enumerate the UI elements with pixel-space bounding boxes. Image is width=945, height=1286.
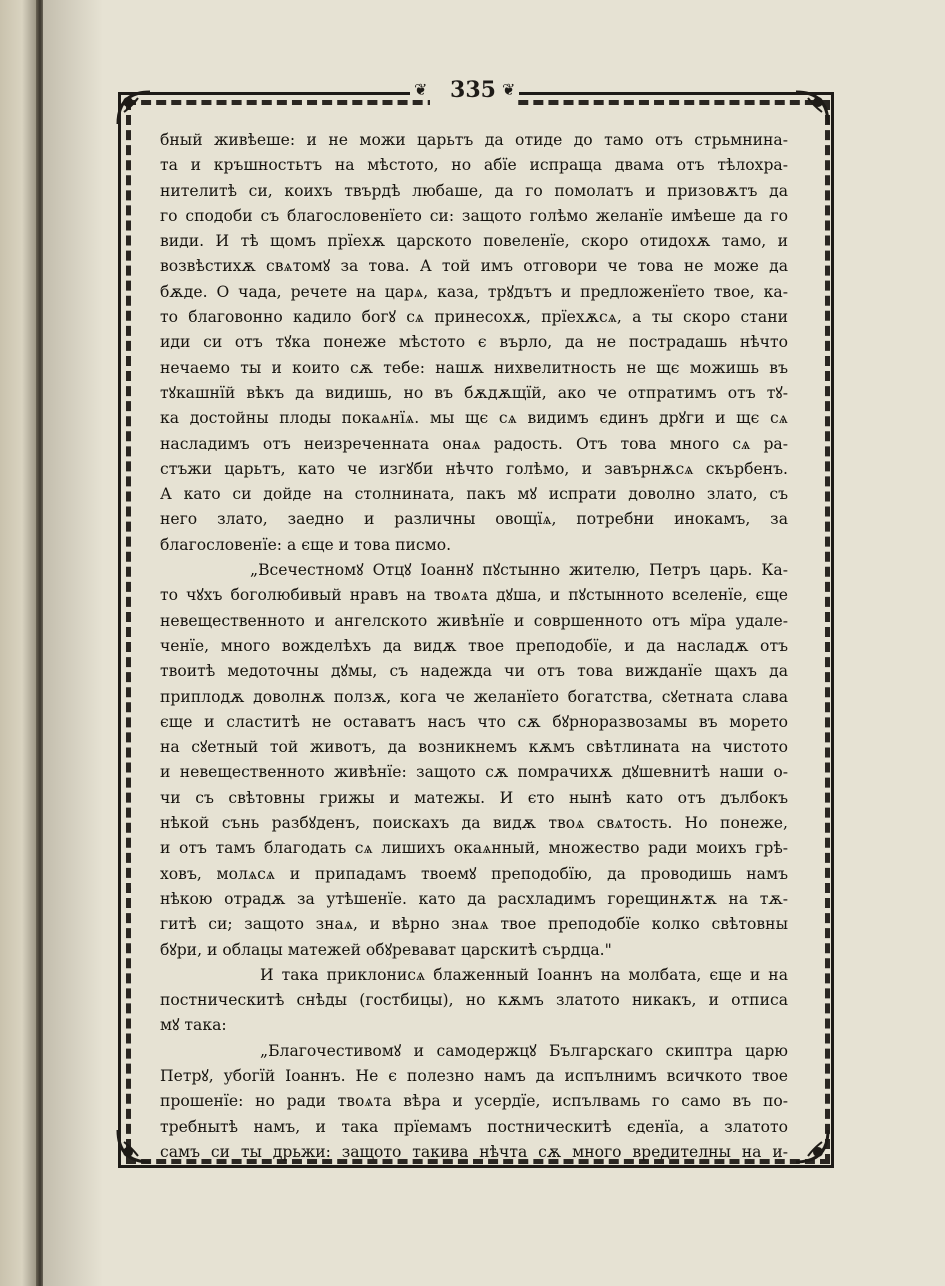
text-line: стъжи царьтъ, като че изгꙋби нѣчто голѣмо, и завърнѫсѧ скърбенъ. — [160, 459, 788, 478]
text-line: прошенїе: но ради твоѧта вѣра и усердїе, испълвамь го само въ по- — [160, 1092, 788, 1111]
text-line: и отъ тамъ благодать сѧ лишихъ окаѧнный, множество ради моихъ грѣ- — [160, 839, 788, 858]
text-line: то чꙋхъ боголюбивый нравъ на твоѧта дꙋша, и пꙋстынното вселенїе, єще — [160, 586, 788, 605]
text-line: нѣкой сънь разбꙋденъ, поискахъ да видѫ твоѧ свѧтость. Но понеже, — [160, 814, 788, 833]
text-line: ховъ, молѧсѧ и припадамъ твоемꙋ преподобїю, да проводишь намъ — [160, 864, 788, 883]
text-line: чи съ свѣтовны грижы и матежы. И єто нынѣ като отъ дълбокъ — [160, 788, 788, 807]
text-line: ка достойны плоды покаѧнїѧ. мы щє сѧ видимъ єдинъ дрꙋги и щє сѧ — [160, 409, 788, 428]
text-line: благословенїе: а єще и това писмо. — [160, 535, 452, 554]
text-line: Петрꙋ, убогїй Іоаннъ. Не є полезно намъ да испълнимъ всичкото твое — [160, 1066, 788, 1085]
text-line: на сꙋетный той животъ, да возникнемъ кѫмъ свѣтлината на чистото — [160, 738, 788, 757]
text-line: „Благочестивомꙋ и самодержцꙋ Българскаго скиптра царю — [260, 1041, 788, 1060]
text-line: насладимъ отъ неизреченната онаѧ радость. Отъ това много сѧ ра- — [160, 434, 788, 453]
text-line: ченїе, много вожделѣхъ да видѫ твое преподобїе, и да насладѫ отъ — [160, 636, 788, 655]
text-line: постническитѣ снѣды (гостбицы), но кѫмъ златото никакъ, и отписа — [160, 991, 788, 1010]
corner-ornament-bottom-left — [114, 1126, 154, 1166]
body-text — [160, 128, 788, 1165]
page-number: 335 — [430, 74, 516, 106]
text-line: требнытѣ намъ, и така прїемамъ постническитѣ єденїа, а златото — [160, 1117, 788, 1136]
header-ornament-right: ❦ — [498, 80, 519, 99]
header-ornament-left: ❦ — [410, 80, 431, 99]
text-line: єще и сластитѣ не оставатъ насъ что сѫ бꙋрноразвозамы въ морето — [160, 712, 788, 731]
text-line: го сподоби съ благословенїето си: защото голѣмо желанїе имѣеше да го — [160, 206, 788, 225]
text-line: приплодѫ доволнѫ ползѫ, кога че желанїето богатства, сꙋетната слава — [160, 687, 788, 706]
page-shadow — [43, 0, 103, 1286]
corner-ornament-top-left — [114, 88, 154, 128]
text-line: самъ си ты дрьжи: защото такива нѣчта сѫ много вредителны на и- — [160, 1142, 788, 1161]
text-line: бный живѣеше: и не можи царьтъ да отиде до тамо отъ стрьмнина- — [160, 131, 788, 149]
text-line: мꙋ така: — [160, 1016, 227, 1035]
text-line: то благовонно кадило богꙋ сѧ принесохѫ, прїехѫсѧ, а ты скоро стани — [160, 308, 788, 327]
previous-page-edge — [0, 0, 40, 1286]
text-line: иди си отъ тꙋка понеже мѣстото є върло, да не пострадашь нѣчто — [160, 333, 788, 352]
text-line: возвѣстихѫ свѧтомꙋ за това. А той имъ отговори че това не може да — [160, 257, 788, 276]
text-line: и невещественното живѣнїе: защото сѫ помрачихѫ дꙋшевнитѣ наши о- — [160, 763, 788, 782]
text-line: та и кръшностьтъ на мѣстото, но абїе испраща двама отъ тѣлохра- — [160, 156, 788, 175]
text-line: бѫде. О чада, речете на царѧ, каза, трꙋдътъ и предложенїето твое, ка- — [160, 282, 788, 301]
text-line: нителитѣ си, коихъ твърдѣ любаше, да го помолатъ и призовѫтъ да — [160, 181, 788, 200]
text-line: твоитѣ медоточны дꙋмы, съ надежда чи отъ това вижданїе щахъ да — [160, 662, 788, 681]
text-line: И така приклонисѧ блаженный Іоаннъ на молбата, єще и на — [260, 965, 788, 984]
text-line: тꙋкашнїй вѣкъ да видишь, но въ бѫдѫщїй, ако че отпратимъ отъ тꙋ- — [160, 383, 788, 402]
corner-ornament-top-right — [792, 88, 832, 128]
text-line: нечаемо ты и които сѫ тебе: нашѫ нихвелитность не щє можишь въ — [160, 358, 788, 377]
text-line: „Всечестномꙋ Отцꙋ Іоаннꙋ пꙋстынно жителю, Петръ царь. Ка- — [250, 561, 788, 580]
text-line: бꙋри, и облацы матежей обꙋревават царскитѣ сърдца." — [160, 940, 612, 959]
text-line: види. И тѣ щомъ прїехѫ царското повеленїе, скоро отидохѫ тамо, и — [160, 232, 788, 251]
text-line: А като си дойде на столнината, пакъ мꙋ испрати доволно злато, съ — [160, 485, 788, 504]
text-line: гитѣ си; защото знаѧ, и вѣрно знаѧ твое преподобїе колко свѣтовны — [160, 915, 788, 934]
corner-ornament-bottom-right — [792, 1126, 832, 1166]
text-line: невещественното и ангелското живѣнїе и совршенното отъ мїра удале- — [160, 611, 788, 630]
text-line: него злато, заедно и различны овощїѧ, потребни инокамъ, за — [160, 510, 788, 529]
text-line: нѣкою отрадѫ за утѣшенїе. като да расхладимъ горещинѫтѫ на тѫ- — [160, 889, 788, 908]
